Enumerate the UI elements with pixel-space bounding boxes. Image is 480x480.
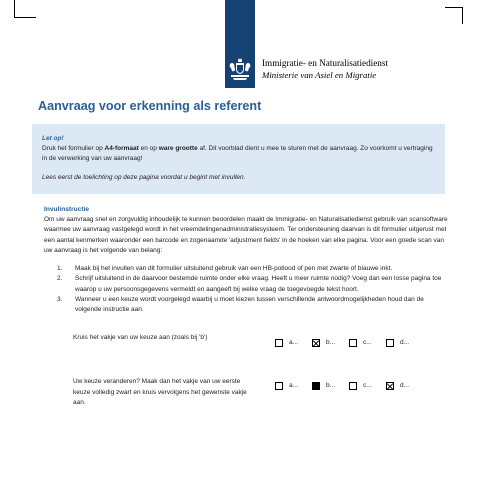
- adjustment-mark-top-left-vertical: [14, 0, 15, 17]
- notice-size-emphasis: ware grootte: [158, 145, 198, 152]
- ministry-name: Ministerie van Asiel en Migratie: [262, 70, 377, 80]
- example-change-label: Uw keuze veranderen? Maak dan het vakje van uw eerste keuze volledig zwart en kruis vervolgens het gewenste vakje aan.: [73, 378, 247, 406]
- checkbox-empty[interactable]: [275, 382, 283, 390]
- page-title: Aanvraag voor erkenning als referent: [38, 99, 262, 113]
- list-item-number: 2.: [57, 275, 63, 283]
- option-label: c...: [363, 339, 372, 346]
- list-item-text: Wanneer u een keuze wordt voorgelegd waarbij u moet kiezen tussen verschillende antwoordmogelijkheden houd dan de volgende instructie aan.: [75, 295, 424, 314]
- notice-heading: Let op!: [42, 135, 64, 142]
- list-item-text: Maak bij het invullen van dit formulier uitsluitend gebruik van een HB-potlood of pen met zwarte of blauwe inkt.: [75, 265, 393, 272]
- checkbox-empty[interactable]: [386, 339, 394, 347]
- example-cross-label: Kruis het vakje van uw keuze aan (zoals bij 'b'): [73, 334, 208, 341]
- adjustment-mark-top-left: [14, 17, 36, 18]
- adjustment-mark-top-right-vertical: [462, 7, 463, 24]
- option-label: d...: [400, 382, 410, 389]
- checkbox-crossed[interactable]: [386, 382, 394, 390]
- notice-text-part: Druk het formulier op: [42, 145, 105, 152]
- option-label: a...: [289, 382, 299, 389]
- checkbox-empty[interactable]: [349, 382, 357, 390]
- notice-text-part: en op: [138, 145, 159, 152]
- list-item-text: Schrijf uitsluitend in de daarvoor bestemde ruimte onder elke vraag. Heeft u meer ruimte nodig? Voeg dan een losse pagina toe waarop u uw persoonsgegevens vermeldt en aangeeft bij welke vraag de toegevoegde tekst hoort.: [75, 275, 442, 293]
- adjustment-mark-top-right: [445, 7, 463, 8]
- list-item-number: 1.: [57, 265, 63, 272]
- notice-read-first: Lees eerst de toelichting op deze pagina voordat u begint met invullen.: [42, 174, 246, 181]
- checkbox-empty[interactable]: [275, 339, 283, 347]
- notice-text: [42, 144, 435, 164]
- option-label: c...: [363, 382, 372, 389]
- organisation-name: Immigratie- en Naturalisatiedienst: [262, 58, 389, 68]
- list-item: [57, 295, 442, 316]
- option-label: b...: [326, 339, 336, 346]
- list-item-number: 3.: [57, 295, 63, 303]
- royal-coat-of-arms-icon: [227, 58, 253, 82]
- list-item: [57, 274, 442, 295]
- option-label: d...: [400, 339, 410, 346]
- notice-text-part: af. Dit voorblad dient u mee te sturen met de aanvraag. Zo voorkomt u vertraging in de verwerking van uw aanvraag!: [42, 145, 433, 162]
- notice-box: [32, 124, 445, 194]
- list-item: [57, 264, 442, 274]
- checkbox-empty[interactable]: [349, 339, 357, 347]
- checkbox-filled[interactable]: [312, 382, 320, 390]
- option-label: b...: [326, 382, 336, 389]
- instructions-intro: Om uw aanvraag snel en zorgvuldig inhoudelijk te kunnen beoordelen maakt de Immigratie- en Naturalisatiedienst gebruik van scansoftware waarmee uw aanvraag vastgelegd wordt in het vreemdelingenadministratiesysteem. Ter ondersteuning daarvan is dit formulier uitgerust met een aantal kenmerken waaronder een barcode en zogenaamde 'adjustment fields' in de hoeken van elke pagina. Voor een goede scan van uw aanvraag is het volgende van belang:: [44, 216, 448, 254]
- option-label: a...: [289, 339, 299, 346]
- notice-format-emphasis: A4-formaat: [104, 145, 139, 152]
- instructions-heading: Invulinstructie: [44, 206, 90, 213]
- instructions-list: [57, 264, 442, 315]
- checkbox-crossed[interactable]: [312, 339, 320, 347]
